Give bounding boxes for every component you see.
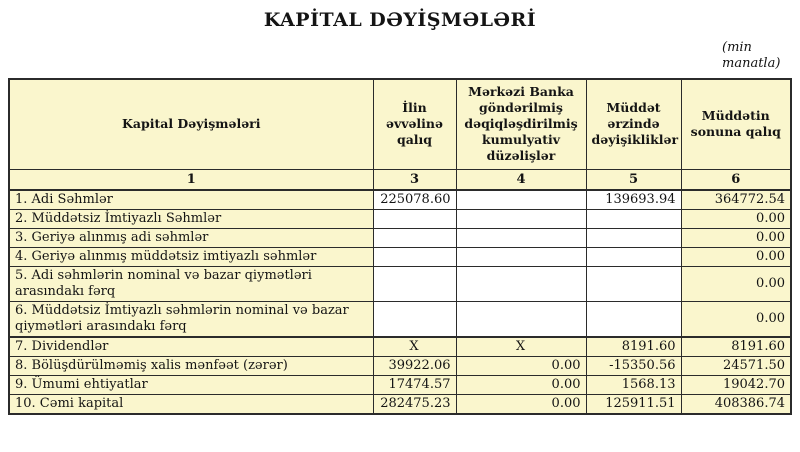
cell-col4 [456, 228, 586, 247]
column-number-4: 4 [456, 169, 586, 190]
table-row [9, 337, 791, 357]
cell-col5 [586, 209, 681, 228]
cell-col5: 139693.94 [586, 190, 681, 210]
cell-col6: 0.00 [681, 301, 791, 337]
table-body [9, 190, 791, 414]
column-header-merkezi-banka-duzelisler: Mərkəzi Banka göndərilmiş dəqiqləşdirilmiş kumulyativ düzəlişlər [456, 79, 586, 169]
unit-note [722, 40, 780, 72]
column-header-mudddet-erzinde-deyisiklikler: Müddət ərzində dəyişikliklər [586, 79, 681, 169]
column-header-ilin-evveline-qaliq: İlin əvvəlinə qalıq [373, 79, 456, 169]
cell-col5: 1568.13 [586, 375, 681, 394]
cell-col4 [456, 247, 586, 266]
cell-col3: 39922.06 [373, 356, 456, 375]
row-label: 1. Adi Səhmlər [9, 190, 373, 210]
row-label: 3. Geriyə alınmış adi səhmlər [9, 228, 373, 247]
cell-col6: 19042.70 [681, 375, 791, 394]
cell-col4 [456, 301, 586, 337]
cell-col5: 8191.60 [586, 337, 681, 357]
cell-col6: 24571.50 [681, 356, 791, 375]
column-header-muddetin-sonuna-qaliq: Müddətin sonuna qalıq [681, 79, 791, 169]
table-row [9, 356, 791, 375]
cell-col3 [373, 247, 456, 266]
capital-changes-table [8, 78, 792, 415]
page-title: KAPİTAL DƏYİŞMƏLƏRİ [263, 9, 537, 31]
column-number-3: 3 [373, 169, 456, 190]
row-label: 7. Dividendlər [9, 337, 373, 357]
column-number-5: 5 [586, 169, 681, 190]
cell-col4 [456, 209, 586, 228]
row-label: 4. Geriyə alınmış müddətsiz imtiyazlı səhmlər [9, 247, 373, 266]
table-row [9, 209, 791, 228]
cell-col5: -15350.56 [586, 356, 681, 375]
table-row [9, 247, 791, 266]
cell-col3: 225078.60 [373, 190, 456, 210]
row-label: 5. Adi səhmlərin nominal və bazar qiymətləri arasındakı fərq [9, 266, 373, 301]
table-row [9, 266, 791, 301]
table-row [9, 228, 791, 247]
cell-col3: 17474.57 [373, 375, 456, 394]
table-row [9, 190, 791, 210]
cell-col3 [373, 301, 456, 337]
table-row [9, 301, 791, 337]
cell-col3 [373, 266, 456, 301]
cell-col5 [586, 228, 681, 247]
cell-col6: 0.00 [681, 266, 791, 301]
cell-col5 [586, 247, 681, 266]
cell-col6: 364772.54 [681, 190, 791, 210]
row-label: 10. Cəmi kapital [9, 394, 373, 414]
row-label: 6. Müddətsiz İmtiyazlı səhmlərin nominal və bazar qiymətləri arasındakı fərq [9, 301, 373, 337]
cell-col4: X [456, 337, 586, 357]
cell-col3: 282475.23 [373, 394, 456, 414]
cell-col4: 0.00 [456, 375, 586, 394]
cell-col4 [456, 266, 586, 301]
cell-col3 [373, 228, 456, 247]
table-row [9, 375, 791, 394]
cell-col4 [456, 190, 586, 210]
row-label: 8. Bölüşdürülməmiş xalis mənfəət (zərər) [9, 356, 373, 375]
cell-col6: 8191.60 [681, 337, 791, 357]
column-header-kapital-deyismeleri: Kapital Dəyişmələri [9, 79, 373, 169]
row-label: 2. Müddətsiz İmtiyazlı Səhmlər [9, 209, 373, 228]
cell-col4: 0.00 [456, 394, 586, 414]
cell-col5 [586, 266, 681, 301]
table-head [9, 79, 791, 190]
unit-note-line2: manatla) [722, 56, 781, 71]
cell-col4: 0.00 [456, 356, 586, 375]
cell-col6: 0.00 [681, 228, 791, 247]
unit-note-line1: (min [722, 40, 752, 55]
row-label: 9. Ümumi ehtiyatlar [9, 375, 373, 394]
cell-col5: 125911.51 [586, 394, 681, 414]
cell-col6: 0.00 [681, 209, 791, 228]
cell-col3 [373, 209, 456, 228]
column-number-row [9, 169, 791, 190]
column-number-6: 6 [681, 169, 791, 190]
table-header-row [9, 79, 791, 169]
table-row [9, 394, 791, 414]
cell-col6: 0.00 [681, 247, 791, 266]
cell-col6: 408386.74 [681, 394, 791, 414]
cell-col3: X [373, 337, 456, 357]
column-number-1: 1 [9, 169, 373, 190]
cell-col5 [586, 301, 681, 337]
